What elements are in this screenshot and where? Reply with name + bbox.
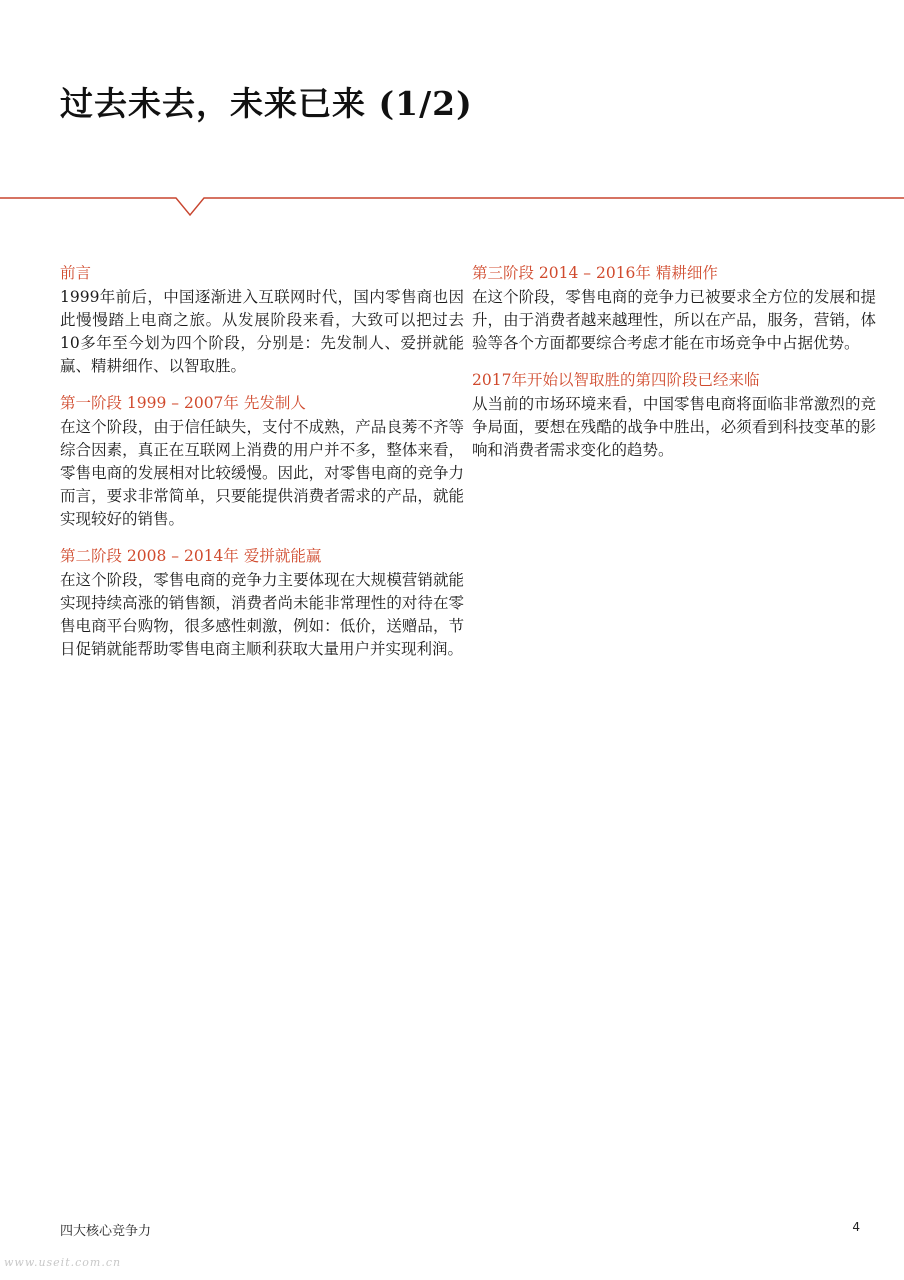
- section-heading: 第一阶段 1999 – 2007年 先发制人: [60, 394, 306, 412]
- section-stage-four: [472, 369, 876, 462]
- page-number: 4: [852, 1220, 860, 1234]
- footer-title: 四大核心竞争力: [60, 1224, 152, 1239]
- section-body: 在这个阶段，零售电商的竞争力主要体现在大规模营销就能实现持续高涨的销售额，消费者尚未能非常理性的对待在零售电商平台购物，很多感性刺激，例如：低价，送赠品，节日促销就能帮助零售电商主顺利获取大量用户并实现利润。: [60, 571, 464, 658]
- section-heading: 第三阶段 2014 – 2016年 精耕细作: [472, 264, 718, 282]
- section-heading: 2017年开始以智取胜的第四阶段已经来临: [472, 371, 760, 389]
- header-divider: [0, 186, 904, 220]
- section-body: 1999年前后，中国逐渐进入互联网时代，国内零售商也因此慢慢踏上电商之旅。从发展阶段来看，大致可以把过去10多年至今划为四个阶段，分别是：先发制人、爱拼就能赢、精耕细作、以智取胜。: [60, 288, 464, 375]
- section-body: 在这个阶段，由于信任缺失，支付不成熟，产品良莠不齐等综合因素，真正在互联网上消费的用户并不多，整体来看，零售电商的发展相对比较缓慢。因此，对零售电商的竞争力而言，要求非常简单，只要能提供消费者需求的产品，就能实现较好的销售。: [60, 418, 464, 528]
- page-title: 过去未去，未来已来 (1/2): [60, 84, 473, 123]
- section-body: 从当前的市场环境来看，中国零售电商将面临非常激烈的竞争局面，要想在残酷的战争中胜出，必须看到科技变革的影响和消费者需求变化的趋势。: [472, 395, 876, 459]
- left-column: [60, 262, 464, 675]
- section-stage-three: [472, 262, 876, 355]
- section-heading: 前言: [60, 264, 92, 282]
- section-heading: 第二阶段 2008 – 2014年 爱拼就能赢: [60, 547, 322, 565]
- section-preface: [60, 262, 464, 378]
- watermark: www.useit.com.cn: [4, 1256, 122, 1269]
- right-column: [472, 262, 876, 476]
- section-stage-two: [60, 545, 464, 661]
- section-stage-one: [60, 392, 464, 531]
- section-body: 在这个阶段，零售电商的竞争力已被要求全方位的发展和提升，由于消费者越来越理性，所以在产品，服务，营销，体验等各个方面都要综合考虑才能在市场竞争中占据优势。: [472, 288, 876, 352]
